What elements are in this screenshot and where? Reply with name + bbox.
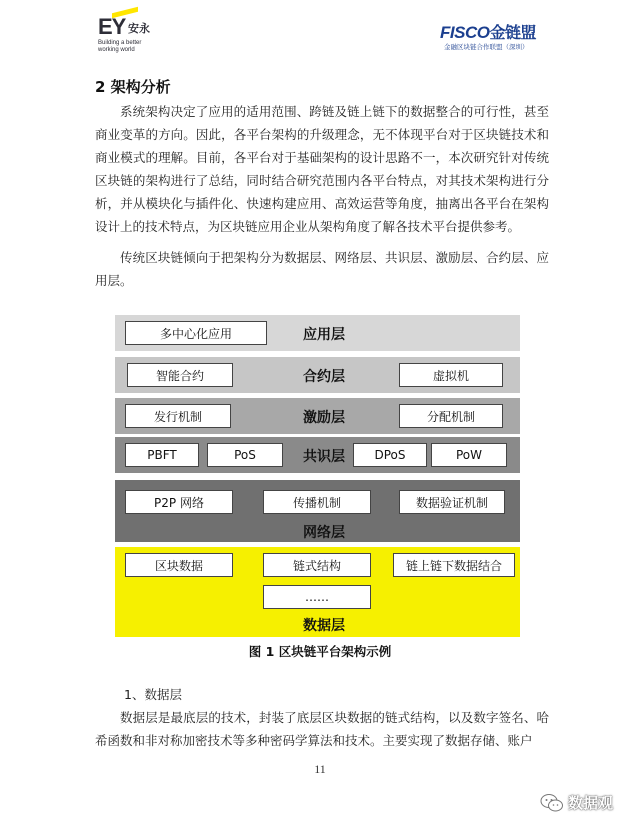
box-pow: PoW — [431, 443, 507, 467]
box-data-verification: 数据验证机制 — [399, 490, 505, 514]
fisco-subtitle: 金融区块链合作联盟（深圳） — [444, 43, 529, 51]
box-ellipsis: …… — [263, 585, 371, 609]
subsection-paragraph: 数据层是最底层的技术，封装了底层区块数据的链式结构，以及数字签名、哈希函数和非对称加密技术等多种密码学算法和技术。主要实现了数据存储、账户 — [95, 710, 549, 748]
box-propagation: 传播机制 — [263, 490, 371, 514]
box-block-data: 区块数据 — [125, 553, 233, 577]
section-heading: 2 架构分析 — [95, 78, 171, 96]
watermark — [540, 792, 613, 813]
box-pbft: PBFT — [125, 443, 199, 467]
box-p2p-network: P2P 网络 — [125, 490, 233, 514]
layer-network-label: 网络层 — [303, 525, 345, 541]
box-smart-contract: 智能合约 — [127, 363, 233, 387]
layer-incentive — [115, 398, 520, 434]
layer-data — [115, 547, 520, 637]
layer-app — [115, 315, 520, 351]
fisco-mark-cn: 金链盟 — [489, 25, 536, 42]
ey-mark: EY — [98, 14, 126, 39]
section-paragraph-1: 系统架构决定了应用的适用范围、跨链及链上链下的数据整合的可行性，甚至商业变革的方向。因此，各平台架构的升级理念，无不体现平台对于区块链技术和商业模式的理解。目前，各平台对于基础架构的设计思路不一，本次研究针对传统区块链的架构进行了总结，同时结合研究范围内各平台特点，对其技术架构进行分析，并从模块化与插件化、快速构建应用、高效运营等角度，抽离出各平台在架构设计上的技术特点，为区块链应用企业从架构角度了解各技术平台提供参考。 — [95, 104, 549, 234]
layer-consensus-label: 共识层 — [303, 449, 345, 465]
box-distribution: 分配机制 — [399, 404, 503, 428]
box-dpos: DPoS — [353, 443, 427, 467]
wechat-icon — [540, 793, 564, 813]
layer-network — [115, 480, 520, 542]
ey-cn-name: 安永 — [128, 22, 150, 35]
watermark-text: 数据观 — [568, 794, 614, 812]
ey-tagline: Building a better working world — [98, 40, 142, 53]
figure-caption: 图 1 区块链平台架构示例 — [248, 644, 392, 659]
box-pos: PoS — [207, 443, 283, 467]
box-issuance: 发行机制 — [125, 404, 231, 428]
page-number: 11 — [314, 762, 326, 776]
layer-contract — [115, 357, 520, 393]
layer-app-label: 应用层 — [303, 327, 345, 343]
fisco-logo — [440, 20, 560, 56]
box-virtual-machine: 虚拟机 — [399, 363, 503, 387]
section-paragraph-2: 传统区块链倾向于把架构分为数据层、网络层、共识层、激励层、合约层、应用层。 — [95, 250, 549, 288]
layer-data-label: 数据层 — [303, 618, 345, 634]
box-chain-structure: 链式结构 — [263, 553, 371, 577]
fisco-mark-latin: FISCO — [440, 23, 490, 42]
box-multicenter-app: 多中心化应用 — [125, 321, 267, 345]
fisco-mark — [440, 20, 536, 43]
layer-contract-label: 合约层 — [303, 369, 345, 385]
subsection-heading: 1、数据层 — [124, 687, 182, 702]
ey-logo — [98, 6, 178, 60]
layer-consensus — [115, 437, 520, 473]
layer-incentive-label: 激励层 — [303, 410, 345, 426]
box-onchain-offchain: 链上链下数据结合 — [393, 553, 515, 577]
